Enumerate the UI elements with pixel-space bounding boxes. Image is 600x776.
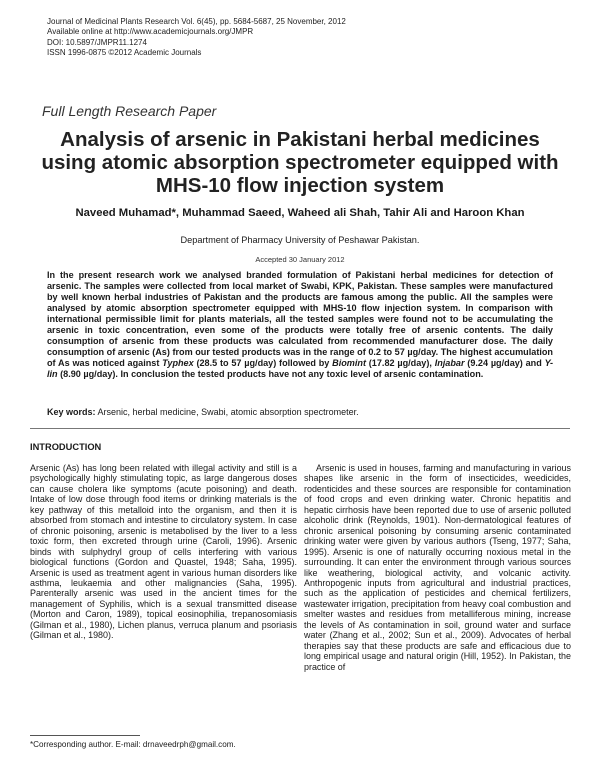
- journal-online-url[interactable]: Available online at http://www.academicjournals.org/JMPR: [47, 27, 254, 37]
- footnote-divider: [30, 735, 140, 736]
- paper-title: Analysis of arsenic in Pakistani herbal medicines using atomic absorption spectrometer equipped with MHS-10 flow injection system: [41, 128, 559, 197]
- section-divider: [30, 428, 570, 429]
- journal-header: [47, 17, 547, 59]
- accepted-date: Accepted 30 January 2012: [255, 255, 345, 264]
- corresponding-author-footnote: *Corresponding author. E-mail: drnaveedrph@gmail.com.: [30, 740, 236, 749]
- journal-doi: DOI: 10.5897/JMPR11.1274: [47, 37, 147, 47]
- abstract-text: In the present research work we analysed branded formulation of Pakistani herbal medicines for detection of arsenic. The samples were collected from local market of Swabi, KPK, Pakistan. These samples were manufactured by well known herbal industries of Pakistan and the products are famous among the public. All the samples were analysed by atomic absorption spectrometer equipped with MHS-10 flow injection system. In comparison with international permissible limit for plants materials, all the tested samples were found not to be accumulating the arsenic in toxic concentration, even some of the products were totally free of arsenic contents. The daily consumption of arsenic from these products was calculated from recommended manufacturer dose. The daily consumption of arsenic (As) from our tested products was in the range of 0.2 to 57 µg/day. The highest accumulation of As was noticed against: [47, 270, 553, 368]
- journal-citation: Journal of Medicinal Plants Research Vol. 6(45), pp. 5684-5687, 25 November, 2012: [47, 17, 346, 26]
- journal-issn: ISSN 1996-0875 ©2012 Academic Journals: [47, 48, 202, 58]
- author-affiliation: Department of Pharmacy University of Peshawar Pakistan.: [180, 235, 420, 245]
- keywords-text: Arsenic, herbal medicine, Swabi, atomic absorption spectrometer.: [95, 407, 359, 417]
- body-column-left: [30, 463, 297, 641]
- author-list: Naveed Muhamad*, Muhammad Saeed, Waheed ali Shah, Tahir Ali and Haroon Khan: [75, 207, 525, 219]
- product-name-typhex: Typhex: [162, 358, 194, 368]
- body-column-right: [304, 463, 571, 672]
- abstract: [47, 270, 553, 380]
- introduction-paragraph: Arsenic (As) has long been related with illegal activity and still is a psychologically highly stimulating topic, as large dangerous doses can cause cholera like symptoms (acute poisoning) and death. Intake of low dose through food items or drinking materials is the key pathway of this metalloid into the organism, and then it is absorbed from stomach and intestine to circulatory system. In case of chronic poisoning, arsenic is metabolised by the liver to a less toxic form, then excreted through urine (Caroli, 1996). Arsenic binds with sulphydryl group of cells interfering with various biological functions (Gordon and Quastel, 1948; Saha, 1995). Arsenic is used as treatment agent in various human disorders like asthma, leukaemia and other malignancies (Saha, 1995). Parenterally arsenic was used in the ancient times for the management of Syphilis, which is a sexual transmitted disease (Morton and Caron, 1989), topical eosinophilia, trepanosomiasis (Gilman et al., 1980), Lichen planus, verruca planum and psoriasis (Gilman et al., 1980).: [30, 463, 297, 641]
- product-name-injabar: Injabar: [434, 358, 465, 368]
- abstract-text: (28.5 to 57 µg/day) followed by: [193, 358, 333, 368]
- paper-type: Full Length Research Paper: [42, 103, 217, 119]
- introduction-heading: INTRODUCTION: [30, 442, 102, 452]
- product-name-ylin: Y-lin: [47, 358, 553, 379]
- abstract-text: (17.82 µg/day),: [365, 358, 435, 368]
- keywords-label: Key words:: [47, 407, 96, 417]
- introduction-paragraph: Arsenic is used in houses, farming and manufacturing in various shapes like arsenic in the form of insecticides, weedicides, rodenticides and these sources are responsible for contamination of food crops and even drinking water. Chronic hepatitis and hepatic cirrhosis have been reported due to use of arsenic polluted alcoholic drink (Reynolds, 1901). Non-dermatological features of chronic arsenical poisoning by consuming arsenic contaminated drinking water were given by various authors (Tseng, 1977; Saha, 1995). Arsenic is one of naturally occurring noxious metal in the surrounding. It can enter the environment through various sources like weathering, biological activity, and volcanic activity. Anthropogenic inputs from agricultural and industrial practices, such as the application of pesticides and chemical fertilizers, wastewater irrigation, precipitation from heavy coal combustion and smelter wastes and residues from metalliferous mining, increase the levels of As contamination in soil, ground water and surface water (Zhang et al., 2002; Sun et al., 2009). Advocates of herbal therapies say that these products are safe and efficacious due to long empirical usage and natural origin (Hill, 1952). In Pakistan, the practice of: [304, 463, 571, 672]
- keywords: [47, 407, 553, 417]
- abstract-text: (8.90 µg/day). In conclusion the tested products have not any toxic level of arsenic contamination.: [57, 369, 484, 379]
- abstract-text: (9.24 µg/day) and: [464, 358, 545, 368]
- product-name-biomint: Biomint: [332, 358, 366, 368]
